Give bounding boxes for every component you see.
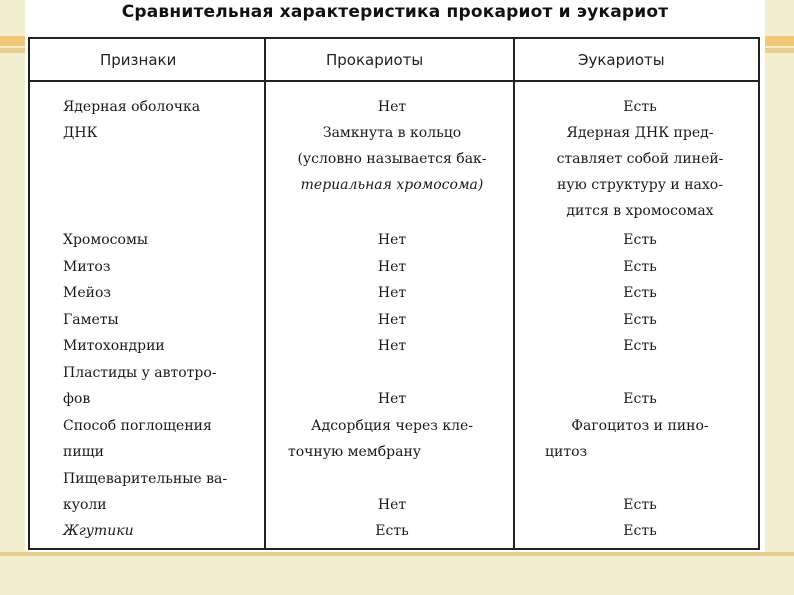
row-prokaryote-value: Адсорбция через кле-	[310, 418, 474, 434]
row-sign: Митоз	[63, 259, 111, 275]
row-eukaryote-value: Есть	[623, 232, 657, 248]
row-sign: ДНК	[63, 125, 98, 141]
row-eukaryote-value: Есть	[623, 285, 657, 301]
row-eukaryote-value: Есть	[623, 312, 657, 328]
row-prokaryote-value: Нет	[377, 338, 407, 354]
row-eukaryote-value: ную структуру и нахо-	[557, 177, 723, 193]
row-prokaryote-value: Нет	[377, 391, 407, 407]
row-eukaryote-value: Есть	[623, 259, 657, 275]
row-sign: куоли	[63, 497, 107, 513]
row-prokaryote-value: Есть	[375, 523, 409, 539]
header-divider	[30, 80, 758, 82]
row-prokaryote-value: териальная хромосома)	[300, 177, 484, 193]
row-prokaryote-value: Замкнута в кольцо	[322, 125, 462, 141]
row-sign: Хромосомы	[63, 232, 148, 248]
row-prokaryote-value: (условно называется бак-	[297, 151, 487, 167]
row-eukaryote-value: ставляет собой линей-	[556, 151, 724, 167]
row-eukaryote-value: Есть	[623, 99, 657, 115]
row-prokaryote-value: Нет	[377, 497, 407, 513]
row-sign: Пластиды у автотро-	[63, 365, 217, 381]
column-divider	[264, 39, 266, 548]
row-prokaryote-value: Нет	[377, 285, 407, 301]
row-eukaryote-value: Ядерная ДНК пред-	[566, 125, 714, 141]
row-prokaryote-value: Нет	[377, 232, 407, 248]
row-sign: Пищеварительные ва-	[63, 471, 228, 487]
row-eukaryote-value: Есть	[623, 391, 657, 407]
comparison-table-image	[25, 0, 765, 552]
background-stripe-bottom	[0, 552, 794, 556]
header-eukaryotes: Эукариоты	[578, 51, 665, 69]
row-prokaryote-value: Нет	[377, 99, 407, 115]
row-eukaryote-value: Есть	[623, 338, 657, 354]
row-eukaryote-value: Фагоцитоз и пино-	[571, 418, 709, 434]
row-eukaryote-value: Есть	[623, 523, 657, 539]
table-title: Сравнительная характеристика прокариот и эукариот	[121, 2, 669, 22]
row-eukaryote-value: цитоз	[545, 444, 588, 460]
row-eukaryote-value: дится в хромосомах	[566, 203, 714, 219]
row-sign: Ядерная оболочка	[63, 99, 201, 115]
row-prokaryote-value: Нет	[377, 259, 407, 275]
comparison-table	[28, 37, 760, 550]
row-sign: Способ поглощения	[63, 418, 212, 434]
row-sign: фов	[63, 391, 91, 407]
row-eukaryote-value: Есть	[623, 497, 657, 513]
column-divider	[513, 39, 515, 548]
row-sign: Митохондрии	[63, 338, 165, 354]
row-sign: пищи	[63, 444, 105, 460]
row-sign: Жгутики	[63, 523, 134, 539]
row-prokaryote-value: точную мембрану	[288, 444, 422, 460]
header-prokaryotes: Прокариоты	[326, 51, 424, 69]
row-sign: Мейоз	[63, 285, 112, 301]
row-sign: Гаметы	[63, 312, 119, 328]
header-signs: Признаки	[100, 51, 177, 69]
row-prokaryote-value: Нет	[377, 312, 407, 328]
